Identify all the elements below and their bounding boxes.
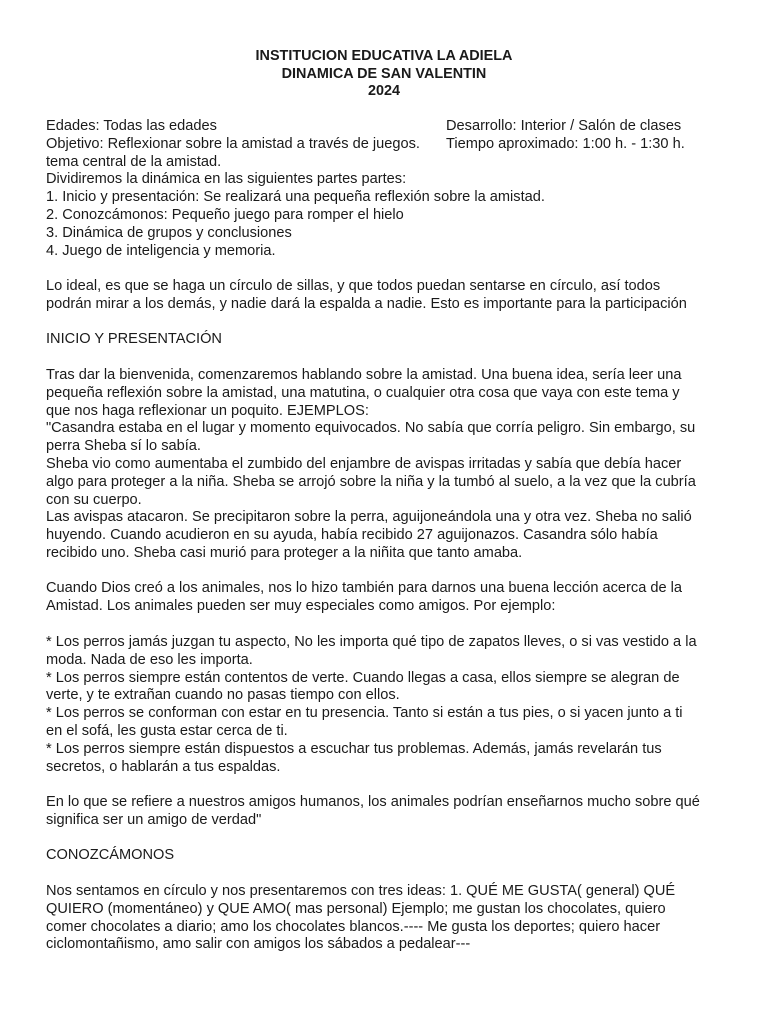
list-line: * Los perros se conforman con estar en tu presencia. Tanto si están a tus pies, o si yacen junto a ti <box>46 705 683 722</box>
paragraph-line: perra Sheba sí lo sabía. <box>46 438 201 455</box>
paragraph-line: Nos sentamos en círculo y nos presentaremos con tres ideas: 1. QUÉ ME GUSTA( general) QUÉ <box>46 883 676 899</box>
objective-continuation: tema central de la amistad. <box>46 153 222 170</box>
list-line: moda. Nada de eso les importa. <box>46 651 253 668</box>
list-line: * Los perros siempre están dispuestos a escuchar tus problemas. Además, jamás revelarán tus <box>46 740 662 757</box>
paragraph-line: huyendo. Cuando acudieron en su ayuda, había recibido 27 aguijonazos. Casandra sólo había <box>46 527 658 544</box>
section-inicio-title: INICIO Y PRESENTACIÓN <box>46 331 222 347</box>
paragraph-line: con su cuerpo. <box>46 491 142 508</box>
part-item: 1. Inicio y presentación: Se realizará una pequeña reflexión sobre la amistad. <box>46 189 545 206</box>
section-conozcamonos-title: CONOZCÁMONOS <box>46 847 175 863</box>
paragraph-line: Amistad. Los animales pueden ser muy especiales como amigos. Por ejemplo: <box>46 597 556 614</box>
ideal-paragraph <box>46 278 730 314</box>
paragraph-line: comer chocolates a diario; amo los chocolates blancos.---- Me gusta los deportes; quiero hacer <box>46 918 661 935</box>
parts-intro: Dividiremos la dinámica en las siguientes partes partes: <box>46 171 407 188</box>
paragraph-line: ciclomontañismo, amo salir con amigos los sábados a pedalear--- <box>46 936 471 953</box>
perros-list <box>46 634 730 776</box>
humanos-paragraph <box>46 794 730 830</box>
paragraph-line: "Casandra estaba en el lugar y momento equivocados. No sabía que corría peligro. Sin embargo, su <box>46 420 696 437</box>
paragraph-line: que nos haga reflexionar un poquito. EJEMPLOS: <box>46 402 369 419</box>
paragraph-line: Lo ideal, es que se haga un círculo de sillas, y que todos puedan sentarse en círculo, así todos <box>46 278 661 294</box>
document-header <box>0 48 768 101</box>
document-year: 2024 <box>367 83 400 99</box>
paragraph-line: QUIERO (momentáneo) y QUE AMO( mas personal) Ejemplo; me gustan los chocolates, quiero <box>46 900 666 917</box>
paragraph-line: algo para proteger a la niña. Sheba se arrojó sobre la niña y la tumbó al suelo, a la vez que la cubría <box>46 473 696 490</box>
objective-text: Objetivo: Reflexionar sobre la amistad a través de juegos. <box>46 135 420 152</box>
paragraph-line: Tras dar la bienvenida, comenzaremos hablando sobre la amistad. Una buena idea, sería leer una <box>46 367 682 383</box>
time-text: Tiempo aproximado: 1:00 h. - 1:30 h. <box>446 135 685 152</box>
paragraph-line: Las avispas atacaron. Se precipitaron sobre la perra, aguijoneándola una y otra vez. Sheba no salió <box>46 509 692 526</box>
list-line: * Los perros jamás juzgan tu aspecto, No les importa qué tipo de zapatos lleves, o si vas vestido a la <box>46 634 697 650</box>
paragraph-line: Cuando Dios creó a los animales, nos lo hizo también para darnos una buena lección acerca de la <box>46 580 683 596</box>
activity-meta <box>46 118 736 260</box>
paragraph-line: podrán mirar a los demás, y nadie dará la espalda a nadie. Esto es importante para la participación <box>46 295 687 312</box>
list-line: en el sofá, les gusta estar cerca de ti. <box>46 722 288 739</box>
location-text: Desarrollo: Interior / Salón de clases <box>446 118 682 134</box>
paragraph-line: recibido uno. Sheba casi murió para proteger a la niñita que tanto amaba. <box>46 544 523 561</box>
dios-paragraph <box>46 580 730 616</box>
list-line: verte, y te extrañan cuando no pasas tiempo con ellos. <box>46 687 400 704</box>
list-line: * Los perros siempre están contentos de verte. Cuando llegas a casa, ellos siempre se alegran de <box>46 669 680 686</box>
list-line: secretos, o hablarán a tus espaldas. <box>46 758 281 775</box>
paragraph-line: En lo que se refiere a nuestros amigos humanos, los animales podrían enseñarnos mucho sobre qué <box>46 794 700 810</box>
paragraph-line: Sheba vio como aumentaba el zumbido del enjambre de avispas irritadas y sabía que debía hacer <box>46 455 682 472</box>
paragraph-line: pequeña reflexión sobre la amistad, una matutina, o cualquier otra cosa que vaya con este tema y <box>46 384 680 401</box>
part-item: 4. Juego de inteligencia y memoria. <box>46 242 276 259</box>
ages-text: Edades: Todas las edades <box>46 118 217 134</box>
conozcamonos-paragraph <box>46 883 730 954</box>
part-item: 2. Conozcámonos: Pequeño juego para romper el hielo <box>46 206 404 223</box>
institution-name: INSTITUCION EDUCATIVA LA ADIELA <box>255 48 513 64</box>
inicio-paragraph <box>46 367 730 563</box>
document-title: DINAMICA DE SAN VALENTIN <box>281 65 487 82</box>
part-item: 3. Dinámica de grupos y conclusiones <box>46 224 292 241</box>
paragraph-line: significa ser un amigo de verdad" <box>46 811 262 828</box>
